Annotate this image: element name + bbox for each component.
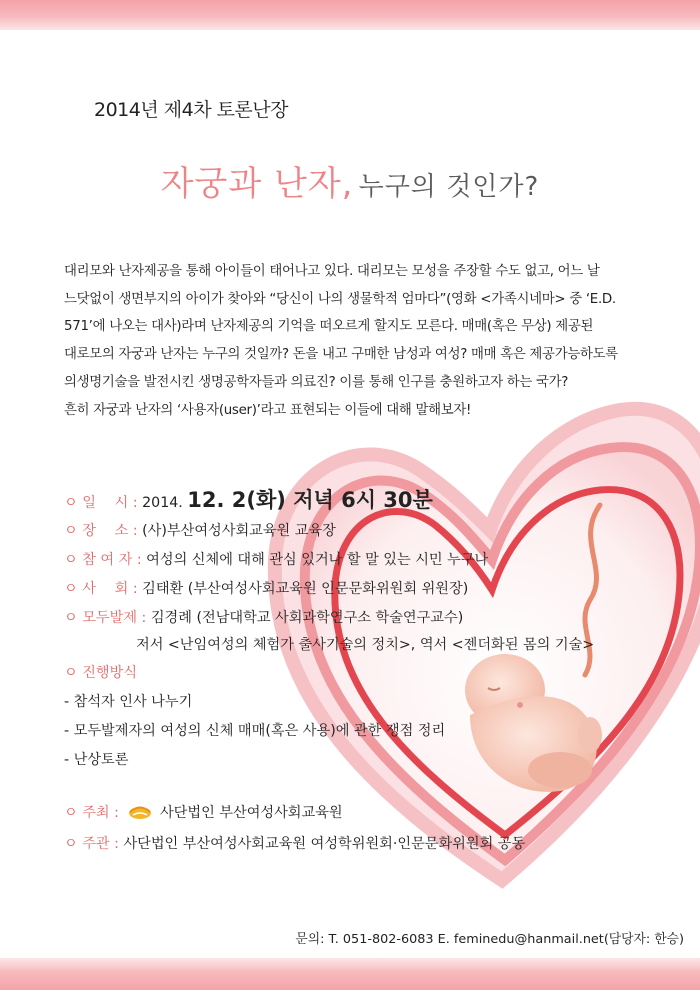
- organizer-row: [64, 802, 343, 822]
- place-row: [64, 520, 336, 540]
- sun-logo-icon: [127, 804, 153, 820]
- presenter-books: 저서 <난임여성의 체험가 출사기술의 정치>, 역서 <젠더화된 몸의 기술>: [136, 637, 595, 653]
- presenter-value: 김경례 (전남대학교 사회과학연구소 학술연구교수): [150, 610, 464, 626]
- supervisor-row: [64, 833, 525, 853]
- date-row: [64, 484, 433, 514]
- participants-row: [64, 549, 488, 569]
- event-subtitle: 2014년 제4차 토론난장: [94, 99, 288, 121]
- presenter-label: ㅇ 모두발제 :: [64, 610, 147, 626]
- contact-info: 문의: T. 051-802-6083 E. feminedu@hanmail.net(담당자: 한승): [295, 932, 684, 947]
- intro-line: 571’에 나오는 대사)라며 난자제공의 기억을 떠오르게 할지도 모른다. 매매(혹은 무상) 제공된: [64, 319, 594, 335]
- method-label: ㅇ 진행방식: [64, 665, 138, 681]
- intro-line: 의생명기술을 발전시킨 생명공학자들과 의료진? 이를 통해 인구를 충원하고자 하는 국가?: [64, 374, 569, 390]
- presenter-row: [64, 607, 463, 627]
- participants-label: ㅇ 참 여 자 :: [64, 552, 142, 568]
- place-label: ㅇ 장 소 :: [64, 523, 138, 539]
- page-title: [0, 156, 700, 205]
- place-value: (사)부산여성사회교육원 교육장: [142, 523, 336, 539]
- date-value: 12. 2(화) 저녁 6시 30분: [187, 488, 433, 512]
- date-year: 2014.: [142, 495, 183, 511]
- intro-line: 대로모의 자궁과 난자는 누구의 것일까? 돈을 내고 구매한 남성과 여성? 매매 혹은 제공가능하도록: [64, 347, 618, 363]
- intro-line: 대리모와 난자제공을 통해 아이들이 태어나고 있다. 대리모는 모성을 주장할 수도 없고, 어느 날: [64, 264, 600, 279]
- organizer-value: 사단법인 부산여성사회교육원: [159, 805, 343, 821]
- supervisor-label: ㅇ 주관 :: [64, 836, 119, 852]
- organizer-label: ㅇ 주최 :: [64, 805, 119, 821]
- title-sub: 누구의 것인가?: [358, 172, 540, 202]
- host-label: ㅇ 사 회 :: [64, 581, 138, 597]
- method-item: - 모두발제자의 여성의 신체 매매(혹은 사용)에 관한 쟁점 정리: [64, 723, 446, 739]
- method-item: - 참석자 인사 나누기: [64, 694, 193, 710]
- host-row: [64, 578, 468, 598]
- host-value: 김태환 (부산여성사회교육원 인문문화위원회 위원장): [142, 581, 469, 597]
- intro-line: 흔히 자궁과 난자의 ‘사용자(user)’라고 표현되는 이들에 대해 말해보자!: [64, 402, 472, 418]
- supervisor-value: 사단법인 부산여성사회교육원 여성학위원회·인문문화위원회 공동: [123, 836, 526, 852]
- participants-value: 여성의 신체에 대해 관심 있거나 할 말 있는 시민 누구나: [146, 552, 489, 568]
- title-main: 자궁과 난자,: [160, 164, 354, 204]
- intro-line: 느닷없이 생면부지의 아이가 찾아와 “당신이 나의 생물학적 엄마다”(영화 <가족시네마> 중 ‘E.D.: [64, 291, 616, 307]
- method-item: - 난상토론: [64, 752, 129, 768]
- date-label: ㅇ 일 시 :: [64, 495, 138, 511]
- intro-paragraph: [64, 258, 654, 424]
